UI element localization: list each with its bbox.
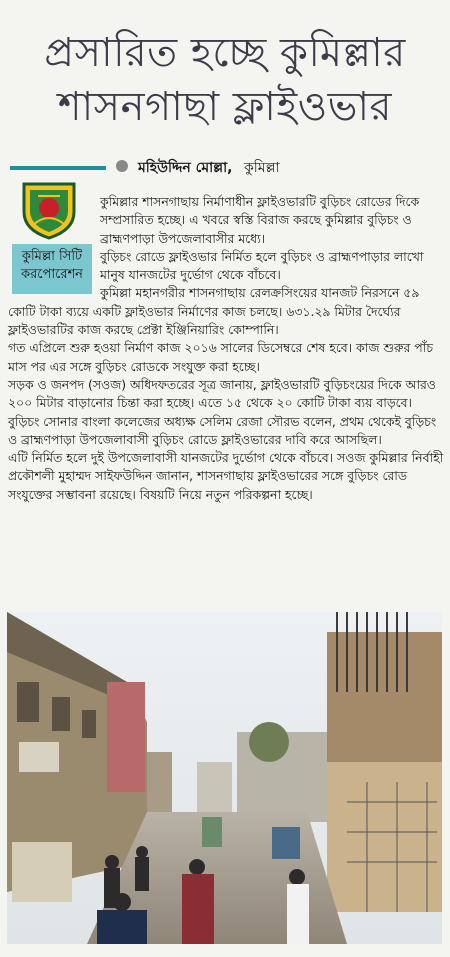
street-photo (7, 612, 442, 944)
headline-line-1: প্রসারিত হচ্ছে কুমিল্লার (44, 30, 406, 76)
byline (10, 158, 440, 178)
bullet-dot-icon (116, 160, 128, 172)
headline-line-2: শাসনগাছা ফ্লাইওভার (57, 84, 393, 130)
article-body (8, 193, 444, 504)
paragraph-3: কুমিল্লা মহানগরীর শাসনগাছায় রেলক্রসিংয়ের যানজট নিরসনে ৫৯ কোটি টাকা ব্যয়ে একটি ফ্লাইওভার নির্মাণের কাজ চলছে। ৬৩১.২৯ মিটার দৈর্ঘ্যের ফ্লাইওভারটির কাজ করছে প্রেক্টা ইঞ্জিনিয়ারিং কোম্পানি। (8, 285, 420, 338)
tag-line-1: কুমিল্লা সিটি (21, 249, 83, 264)
accent-rule (10, 166, 106, 170)
paragraph-1: কুমিল্লার শাসনগাছায় নির্মাণাধীন ফ্লাইওভারটি বুড়িচং রোডের দিকে সম্প্রসারিত হচ্ছে। এ খবরে স্বস্তি বিরাজ করছে কুমিল্লার বুড়িচং ও ব্রাহ্মণপাড়া উপজেলাবাসীর মধ্যে। (100, 194, 420, 246)
paragraph-4: গত এপ্রিলে শুরু হওয়া নির্মাণ কাজ ২০১৬ সালের ডিসেম্বরে শেষ হবে। কাজ শুরুর পাঁচ মাস পর এর সঙ্গে বুড়িচং রোডকে সংযুক্ত করা হচ্ছে। (8, 340, 433, 374)
paragraph-5: সড়ক ও জনপদ (সওজ) অধিদফতরের সূত্র জানায়, ফ্লাইওভারটি বুড়িচংয়ের দিকে আরও ২০০ মিটার বাড়ানোর চিন্তা করা হচ্ছে। এতে ১৫ থেকে ২০ কোটি টাকা ব্যয় বাড়বে। (8, 376, 436, 411)
tag-line-2: করপোরেশন (21, 267, 83, 282)
paragraph-7: এটি নির্মিত হলে দুই উপজেলাবাসী যানজটের দুর্ভোগ থেকে বাঁচবে। সওজ কুমিল্লার নির্বাহী প্রকৌশলী মুহাম্মদ সাইফউদ্দিন জানান, শাসনগাছায় ফ্লাইওভারের সঙ্গে বুড়িচং রোড সংযুক্তের সম্ভাবনা রয়েছে। বিষয়টি নিয়ে নতুন পরিকল্পনা হচ্ছে। (8, 450, 444, 502)
paragraph-2: বুড়িচং রোডে ফ্লাইওভার নির্মিত হলে বুড়িচং ও ব্রাহ্মণপাড়ার লাখো মানুষ যানজটের দুর্ভোগ থেকে বাঁচবে। (100, 248, 424, 283)
author-name: মহিউদ্দিন মোল্লা, (138, 160, 233, 176)
paragraph-6: বুড়িচং সোনার বাংলা কলেজের অধ্যক্ষ সেলিম রেজা সৌরভ বলেন, প্রথম থেকেই বুড়িচং ও ব্রাহ্মণপাড়া উপজেলাবাসী বুড়িচং রোডে ফ্লাইওভারের দাবি করে আসছিল। (8, 413, 437, 447)
dateline-place: কুমিল্লা (244, 160, 280, 176)
headline (0, 26, 450, 134)
